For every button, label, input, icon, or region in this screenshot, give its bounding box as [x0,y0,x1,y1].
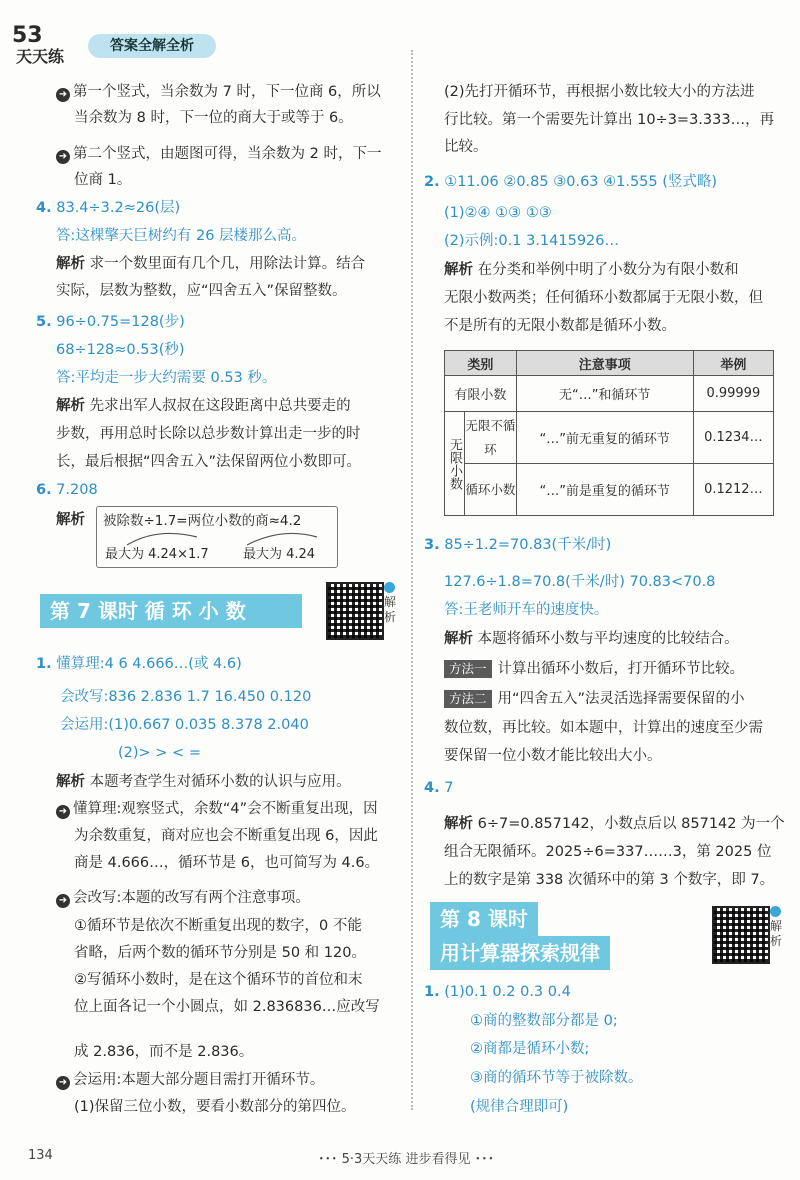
answer-line: ③商的循环节等于被除数。 [470,1070,643,1086]
lesson-8-title: 第 8 课时 [430,902,538,936]
text-line: ②写循环小数时，是在这个循环节的首位和末 [74,972,363,988]
explanation: 上的数字是第 338 次循环中的第 3 个数字，即 7。 [444,872,775,888]
table-cell: 0.1212… [693,464,773,516]
text-line: 成 2.836，而不是 2.836。 [74,1044,254,1060]
table-group-cell: 无限小数 [445,412,465,516]
text-line: 数位数，再比较。如本题中，计算出的速度至少需 [444,720,763,736]
table-cell: 循环小数 [465,464,517,516]
method-tag: 方法二 [444,690,492,708]
answer: 答:这棵擎天巨树约有 26 层楼那么高。 [56,228,307,244]
table-header: 注意事项 [516,351,693,376]
box-note-left: 最大为 4.24×1.7 [105,547,209,562]
text-line: 行比较。第一个需要先计算出 10÷3=3.333…，再 [444,112,775,128]
answer-line: (规律合理即可) [470,1099,569,1115]
play-icon [770,906,781,917]
explanation: 解析 本题考查学生对循环小数的认识与应用。 [56,774,351,790]
text-line: ➜ 会改写:本题的改写有两个注意事项。 [56,888,310,908]
diagram-box [96,506,338,568]
question-6: 6. 7.208 [36,482,98,498]
lesson-8-subtitle: 用计算器探索规律 [430,936,610,970]
text-line: ➜ 会运用:本题大部分题目需打开循环节。 [56,1070,324,1090]
question-2: 2. ①11.06 ②0.85 ③0.63 ④1.555 (竖式略) [424,174,718,190]
arrow-icon: ➜ [56,805,70,819]
svg-text:53: 53 [12,23,43,48]
text-line: 位商 1。 [74,172,132,188]
text-line: ①循环节是依次不断重复出现的数字，0 不能 [74,918,362,934]
qr-code[interactable] [712,906,770,964]
table-cell: “…”前是重复的循环节 [516,464,693,516]
answer: 答:平均走一步大约需要 0.53 秒。 [56,370,277,386]
explanation: 长，最后根据“四舍五入”法保留两位小数即可。 [56,454,362,470]
text-line: 商是 4.666…，循环节是 6，也可简写为 4.6。 [74,855,380,871]
text-line: (1)保留三位小数，要看小数部分的第四位。 [74,1099,356,1115]
question-5: 5. 96÷0.75=128(步) [36,314,185,330]
method-2: 方法二 用“四舍五入”法灵活选择需要保留的小 [444,689,745,709]
explanation: 无限小数两类；任何循环小数都属于无限小数，但 [444,290,763,306]
text-line: 要保留一位小数才能比较出大小。 [444,748,662,764]
table-cell: 无限不循环 [465,412,517,464]
text-line: ➜ 第二个竖式，由题图可得，当余数为 2 时，下一 [56,144,381,164]
answer-line: ②商都是循环小数; [470,1041,590,1057]
header-tab: 答案全解全析 [88,34,216,58]
answer-line: (2)示例:0.1 3.1415926… [444,233,620,249]
box-note-right: 最大为 4.24 [243,547,316,562]
text-line: 省略，后两个数的循环节分别是 50 和 120。 [74,945,366,961]
answer-line: 会改写:836 2.836 1.7 16.450 0.120 [60,689,312,705]
table-header: 举例 [693,351,773,376]
explanation: 解析 在分类和举例中明了小数分为有限小数和 [444,262,739,278]
arrow-icon: ➜ [56,894,70,908]
answer-line: 127.6÷1.8=70.8(千米/时) 70.83<70.8 [444,574,716,590]
arrow-icon: ➜ [56,1076,70,1090]
text-line: ➜ 懂算理:观察竖式，余数“4”会不断重复出现，因 [56,799,378,819]
expression: 68÷128≈0.53(秒) [56,342,185,358]
text-line: ➜ 第一个竖式，当余数为 7 时，下一位商 6，所以 [56,82,381,102]
section-8-1: 1. (1)0.1 0.2 0.3 0.4 [424,984,571,1000]
table-header: 类别 [445,351,517,376]
explanation: 解析 本题将循环小数与平均速度的比较结合。 [444,631,739,647]
footer-slogan: ･･･ 5·3天天练 进步看得见 ･･･ [318,1152,495,1167]
arrow-icon: ➜ [56,150,70,164]
svg-text:天天练: 天天练 [16,47,65,66]
qr-label: 解析 [384,582,398,625]
decimal-classification-table [444,350,774,516]
method-tag: 方法一 [444,660,492,678]
text-line: 位上面各记一个小圆点，如 2.836836…应改写 [74,999,380,1015]
answer-line: ①商的整数部分都是 0; [470,1013,618,1029]
section-1: 1. 懂算理:4 6 4.666…(或 4.6) [36,656,242,672]
table-cell: 0.1234… [693,412,773,464]
qr-code[interactable] [326,582,384,640]
column-divider [411,50,413,1110]
explanation: 组合无限循环。2025÷6=337……3，第 2025 位 [444,844,772,860]
box-formula: 被除数÷1.7=两位小数的商≈4.2 [103,513,302,529]
explanation: 实际，层数为整数，应“四舍五入”保留整数。 [56,283,347,299]
explanation-label: 解析 [56,512,85,528]
play-icon [384,582,395,593]
method-1: 方法一 计算出循环小数后，打开循环节比较。 [444,659,744,679]
table-cell: 无“…”和循环节 [516,376,693,412]
answer-line: 会运用:(1)0.667 0.035 8.378 2.040 [60,717,309,733]
page-number: 134 [28,1148,53,1163]
table-cell: “…”前无重复的循环节 [516,412,693,464]
explanation: 步数，再用总时长除以总步数计算出走一步的时 [56,426,361,442]
text-line: 比较。 [444,139,488,155]
arrow-icon: ➜ [56,88,70,102]
qr-label: 解析 [770,906,784,949]
text-line: 为余数重复，商对应也会不断重复出现 6，因此 [74,828,378,844]
table-cell: 0.99999 [693,376,773,412]
explanation: 解析 6÷7=0.857142，小数点后以 857142 为一个 [444,816,785,832]
explanation: 解析 求一个数里面有几个几，用除法计算。结合 [56,256,366,272]
answer-line: (2)> > < = [118,745,201,761]
text-line: 当余数为 8 时，下一位的商大于或等于 6。 [74,110,353,126]
explanation: 不是所有的无限小数都是循环小数。 [444,318,676,334]
question-4: 4. 7 [424,780,454,796]
logo [10,20,76,66]
answer-line: (1)②④ ①③ ①③ [444,205,552,221]
table-cell: 有限小数 [445,376,517,412]
question-4: 4. 83.4÷3.2≈26(层) [36,200,181,216]
lesson-7-title: 第 7 课时 循 环 小 数 [40,594,302,628]
question-3: 3. 85÷1.2=70.83(千米/时) [424,537,612,553]
text-line: (2)先打开循环节，再根据小数比较大小的方法进 [444,84,755,100]
explanation: 解析 先求出军人叔叔在这段距离中总共要走的 [56,398,351,414]
answer: 答:王老师开车的速度快。 [444,602,609,618]
